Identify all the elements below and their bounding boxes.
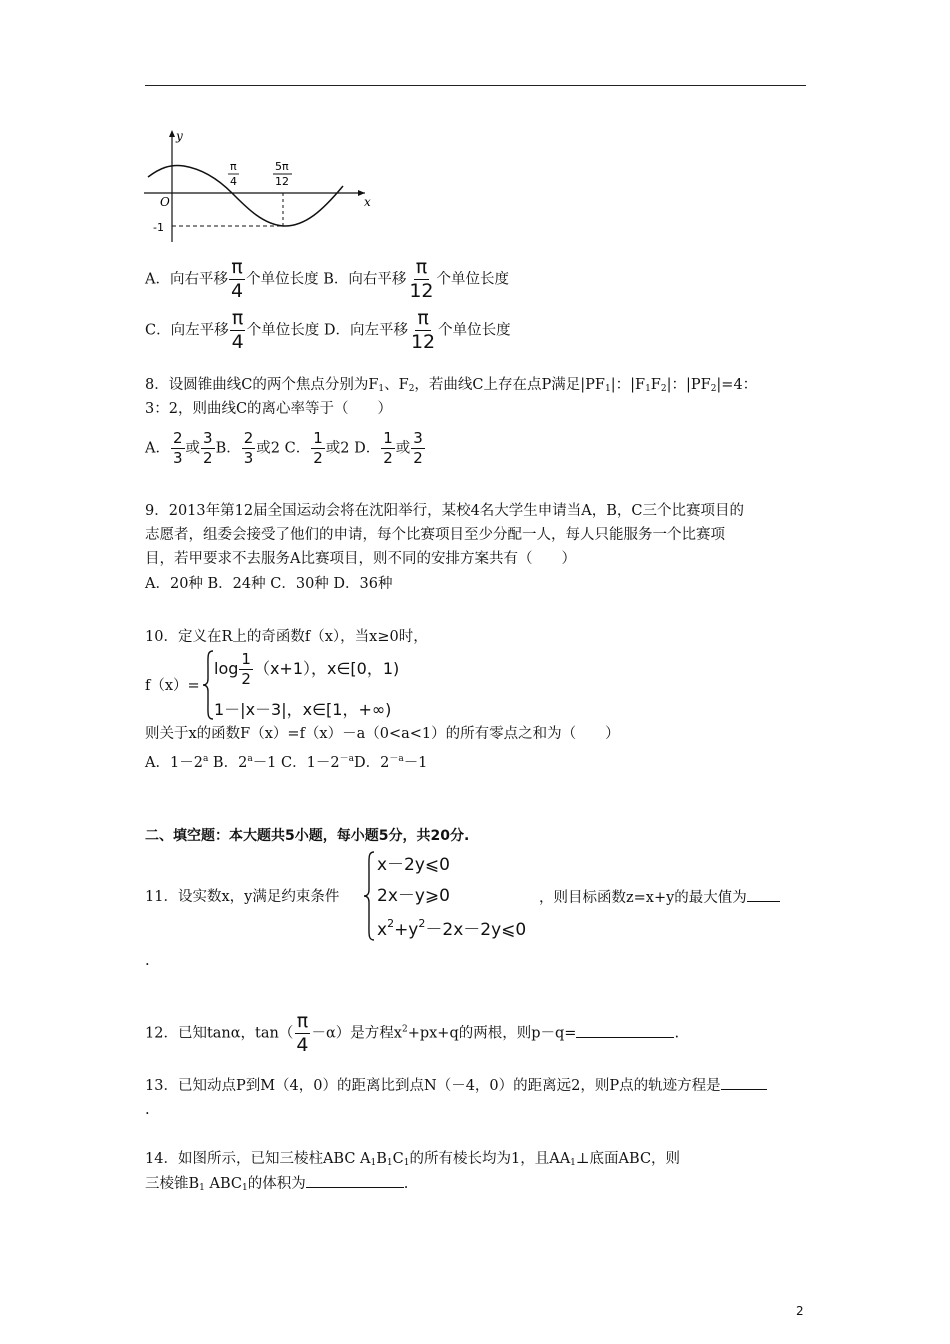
- header-rule: [145, 85, 806, 86]
- q14-text: 的体积为: [247, 1176, 306, 1192]
- x-label: x: [364, 195, 371, 209]
- subscript: 1: [604, 384, 611, 394]
- q8-text: 、F: [384, 377, 409, 393]
- q10-option-a: A．1－2: [145, 755, 203, 771]
- q8-fraction: [311, 431, 325, 466]
- pi-over-4-num: π: [230, 160, 237, 173]
- superscript: －a: [339, 754, 354, 764]
- q14-line-2: [145, 1173, 408, 1198]
- q8-text: 8．设圆锥曲线C的两个焦点分别为F: [145, 377, 379, 393]
- fraction-denominator: 2: [413, 449, 423, 467]
- fraction-numerator: 3: [413, 429, 423, 447]
- subscript: 1: [378, 384, 385, 394]
- subscript: 1: [242, 1183, 248, 1193]
- q12-prefix: 12．已知tanα，tan（: [145, 1025, 294, 1042]
- q7-option-a-fraction: [229, 258, 245, 301]
- q7-option-a-suffix: 个单位长度: [246, 271, 319, 288]
- q7-option-a-prefix: A．向右平移: [145, 271, 228, 288]
- q10-options: [145, 749, 427, 773]
- constraint-text: －2x－2y⩽0: [425, 920, 527, 940]
- q10-case-2: 1－|x－3|，x∈[1，+∞): [214, 700, 392, 719]
- q10-brace: [201, 649, 215, 721]
- fraction-numerator: π: [417, 307, 429, 329]
- q12-mid: －α）是方程x: [311, 1025, 402, 1042]
- q14-text: B: [376, 1151, 387, 1167]
- y-label: y: [176, 129, 183, 143]
- q12-line: [145, 1012, 679, 1055]
- fraction-denominator: 2: [203, 449, 213, 467]
- q8-fraction: [171, 431, 185, 466]
- q8-line-1: [145, 375, 757, 399]
- superscript: 2: [401, 1024, 408, 1035]
- q8-line-2: 3：2，则曲线C的离心率等于（ ）: [145, 401, 393, 417]
- fraction-denominator: 3: [172, 449, 183, 467]
- q14-text: ⊥底面ABC，则: [575, 1151, 681, 1167]
- q7-option-b-prefix: B．向右平移: [323, 271, 407, 288]
- q14-end: .: [403, 1176, 409, 1192]
- q10-case-1: [214, 652, 399, 687]
- q14-text: ABC: [204, 1176, 242, 1192]
- q8-fraction: [201, 431, 215, 466]
- q7-options-ab: [145, 258, 509, 301]
- fraction-denominator: 12: [409, 280, 434, 302]
- subscript: 2: [408, 384, 415, 394]
- neg-one-label: -1: [153, 221, 164, 234]
- q7-option-d-prefix: D．向左平移: [323, 322, 408, 339]
- q8-option-b-label: B．: [215, 440, 241, 457]
- q14-line-1: [145, 1149, 680, 1173]
- fraction-numerator: π: [415, 256, 428, 278]
- q14-answer-blank[interactable]: [306, 1173, 404, 1188]
- q12-suffix: +px+q的两根，则p－q=: [407, 1025, 577, 1042]
- q10-line-1: 10．定义在R上的奇函数f（x），当x≥0时，: [145, 629, 428, 645]
- q7-option-c-suffix: 个单位长度: [246, 322, 320, 339]
- fraction-denominator: 4: [230, 280, 244, 302]
- superscript: 2: [387, 917, 395, 930]
- q8-text: ，若曲线C上存在点P满足|PF: [414, 377, 605, 393]
- q11-prefix: 11．设实数x，y满足约束条件: [145, 889, 340, 905]
- subscript: 1: [386, 1158, 393, 1168]
- log-text: log: [214, 659, 239, 678]
- sine-curve: [148, 165, 343, 226]
- q8-text: |：|F: [610, 377, 646, 393]
- q11-constraint-1: x－2y⩽0: [377, 855, 450, 875]
- q8-fraction: [411, 431, 425, 466]
- q7-option-b-suffix: 个单位长度: [436, 271, 510, 288]
- q8-option-b-rest: 或2 C．: [256, 440, 311, 457]
- subscript: 2: [660, 384, 667, 394]
- y-axis-arrow: [169, 130, 175, 137]
- fraction-denominator: 3: [243, 449, 254, 467]
- fraction-denominator: 2: [313, 449, 323, 467]
- fraction-numerator: 1: [383, 429, 393, 447]
- q13-text: 13．已知动点P到M（4，0）的距离比到点N（－4，0）的距离远2，则P点的轨迹方程是: [145, 1078, 721, 1094]
- section-2-heading: 二、填空题：本大题共5小题，每小题5分，共20分.: [145, 828, 470, 844]
- q13-answer-blank[interactable]: [721, 1075, 767, 1090]
- q13-trailing-dot: .: [145, 1102, 150, 1118]
- subscript: 2: [710, 384, 717, 394]
- fraction-denominator: 4: [296, 1034, 309, 1056]
- q8-option-a-label: A．: [145, 440, 170, 457]
- q8-options: [145, 431, 426, 466]
- q10-option-d: D．2: [353, 755, 390, 771]
- subscript: 1: [370, 1158, 377, 1168]
- q14-text: 的所有棱长均为1，且AA: [409, 1151, 571, 1167]
- fraction-denominator: 4: [231, 331, 244, 353]
- superscript: a: [247, 754, 253, 764]
- q11-answer-blank[interactable]: [747, 887, 780, 902]
- q8-text: F: [650, 377, 661, 393]
- q11-brace: [362, 850, 376, 942]
- fraction-numerator: 2: [243, 429, 254, 447]
- five-pi-over-12-den: 12: [275, 175, 289, 188]
- origin-label: O: [160, 195, 170, 209]
- q7-option-c-fraction: [230, 309, 246, 352]
- q11-constraint-3: [377, 915, 526, 940]
- superscript: －a: [389, 754, 404, 764]
- fraction-numerator: π: [231, 307, 244, 329]
- q10-fx-label: f（x）=: [145, 678, 200, 694]
- q8-fraction: [381, 431, 395, 466]
- q11-suffix-text: ，则目标函数z=x+y的最大值为: [539, 890, 747, 906]
- sine-graph: [140, 124, 380, 244]
- q10-case-1-rest: （x+1），x∈[0，1): [253, 659, 400, 678]
- fraction-denominator: 2: [241, 670, 251, 688]
- q7-option-c-prefix: C．向左平移: [145, 322, 229, 339]
- q11-constraint-2: 2x－y⩾0: [377, 886, 450, 906]
- q10-log-base-fraction: [239, 652, 253, 687]
- pi-over-4-den: 4: [230, 175, 237, 188]
- fraction-numerator: π: [231, 256, 243, 278]
- q14-text: 三棱锥B: [145, 1176, 200, 1192]
- q13-line: [145, 1075, 767, 1096]
- q8-or: 或: [185, 440, 201, 457]
- q10-option-b: B．2: [208, 755, 248, 771]
- fraction-denominator: 12: [410, 331, 436, 353]
- q9-line-1: 9．2013年第12届全国运动会将在沈阳举行，某校4名大学生申请当A，B，C三个比赛项目的: [145, 503, 745, 519]
- fraction-numerator: 3: [203, 429, 213, 447]
- q7-options-cd: [145, 309, 511, 352]
- q10-line-3: 则关于x的函数F（x）=f（x）－a（0<a<1）的所有零点之和为（ ）: [145, 726, 620, 742]
- subscript: 1: [645, 384, 651, 394]
- page-number: 2: [796, 1304, 804, 1318]
- five-pi-over-12-num: 5π: [275, 160, 289, 173]
- superscript: 2: [418, 917, 426, 930]
- fraction-numerator: 1: [313, 429, 323, 447]
- q9-options: A．20种 B．24种 C．30种 D．36种: [145, 576, 393, 592]
- q12-fraction: [294, 1012, 310, 1055]
- q7-option-b-fraction: [407, 258, 435, 301]
- q14-text: C: [392, 1151, 404, 1167]
- q9-line-3: 目，若甲要求不去服务A比赛项目，则不同的安排方案共有（ ）: [145, 551, 576, 567]
- constraint-text: x: [377, 920, 388, 940]
- subscript: 1: [199, 1183, 205, 1193]
- subscript: 1: [570, 1158, 576, 1168]
- q8-text: |：|PF: [666, 377, 711, 393]
- q10-option-d-rest: －1: [403, 755, 428, 771]
- superscript: a: [202, 754, 209, 764]
- constraint-text: +y: [394, 920, 419, 940]
- q8-option-c-rest: 或2 D．: [325, 440, 381, 457]
- q7-option-d-fraction: [409, 309, 437, 352]
- q7-option-d-suffix: 个单位长度: [438, 322, 511, 339]
- fraction-denominator: 2: [383, 449, 393, 467]
- fraction-numerator: 2: [172, 429, 183, 447]
- fraction-numerator: 1: [241, 650, 251, 668]
- fraction-numerator: π: [296, 1010, 309, 1032]
- q14-text: 14．如图所示，已知三棱柱ABC A: [145, 1151, 371, 1167]
- q11-trailing-dot: .: [145, 953, 150, 969]
- subscript: 1: [403, 1158, 410, 1168]
- q10-option-b-rest: －1 C．1－2: [252, 755, 340, 771]
- q9-line-2: 志愿者，组委会接受了他们的申请，每个比赛项目至少分配一人，每人只能服务一个比赛项: [145, 527, 725, 543]
- q8-or: 或: [395, 440, 411, 457]
- q8-text: |=4：: [716, 377, 758, 393]
- q12-answer-blank[interactable]: [576, 1023, 674, 1038]
- q12-end: .: [674, 1025, 680, 1042]
- q11-suffix: [539, 887, 780, 908]
- q8-fraction: [242, 431, 256, 466]
